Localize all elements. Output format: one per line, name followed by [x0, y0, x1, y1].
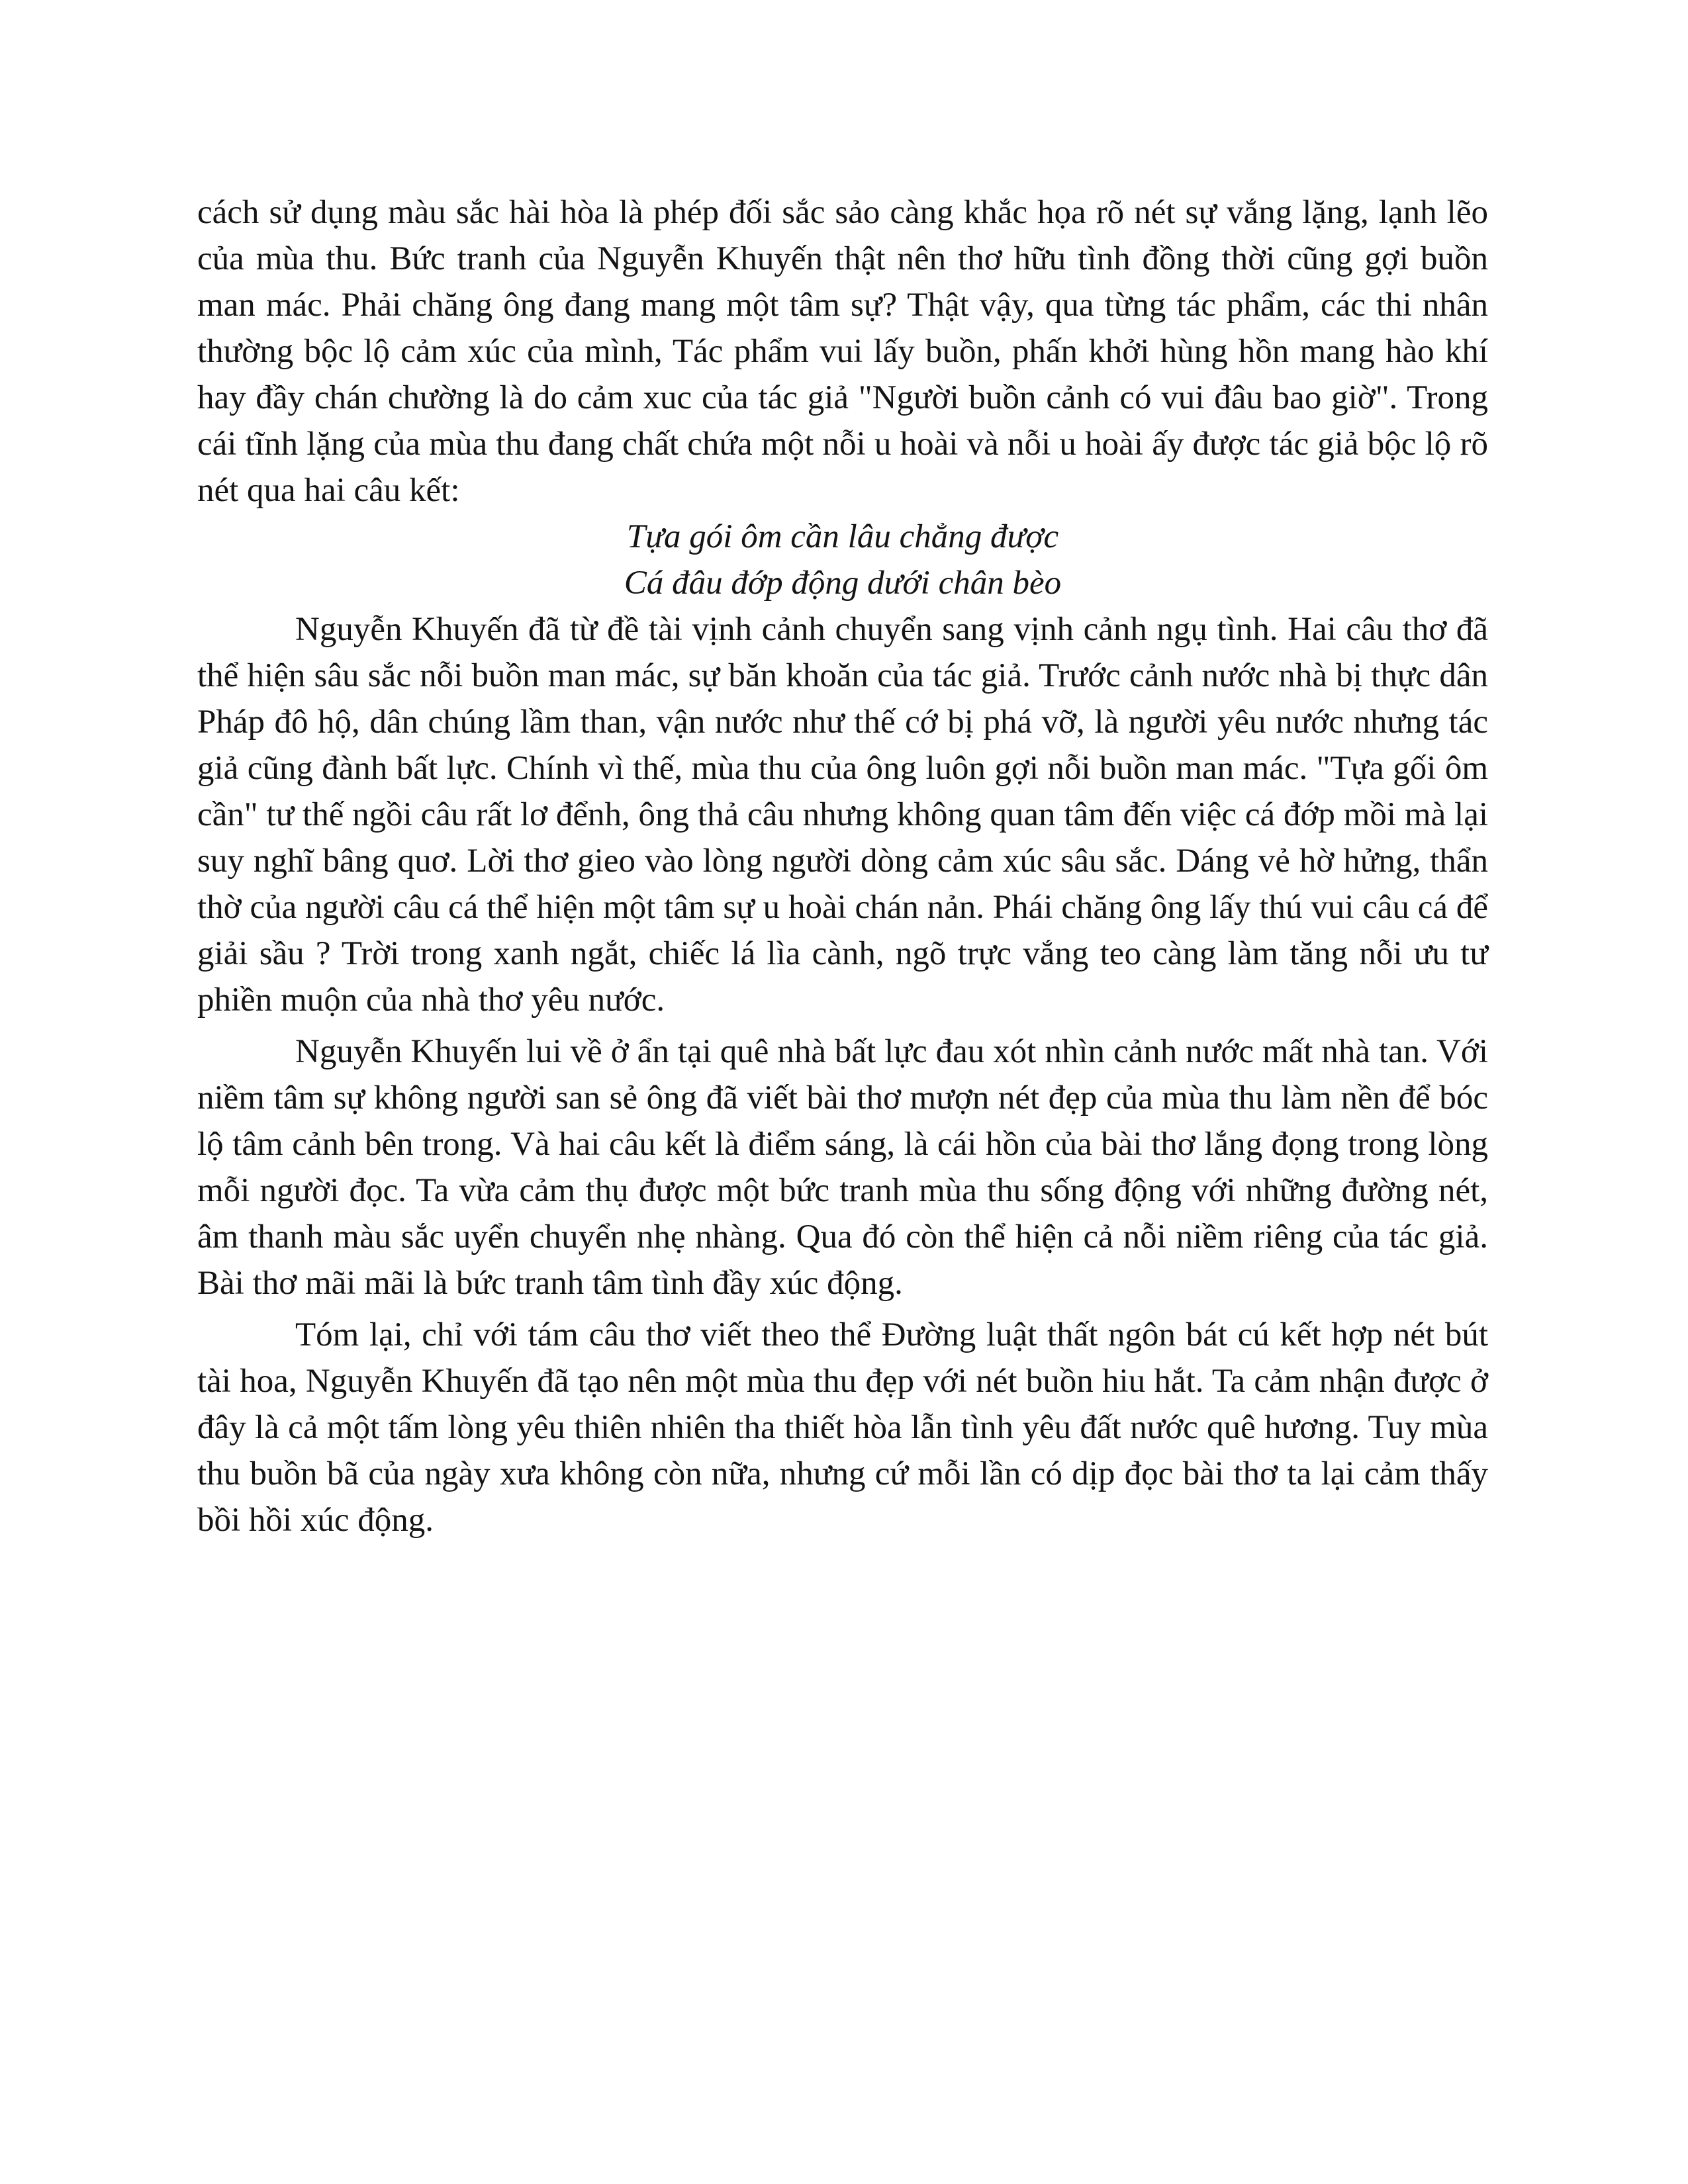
verse-line-2: Cá đâu đớp động dưới chân bèo [624, 565, 1062, 602]
verse-line-1: Tựa gói ôm cần lâu chẳng được [626, 518, 1059, 555]
paragraph-4: Tóm lại, chỉ với tám câu thơ viết theo thể Đường luật thất ngôn bát cú kết hợp nét bút tài hoa, Nguyễn Khuyến đã tạo nên một mùa thu đẹp với nét buồn hiu hắt. Ta cảm nhận được ở đây là cả một tấm lòng yêu thiên nhiên tha thiết hòa lẫn tình yêu đất nước quê hương. Tuy mùa thu buồn bã của ngày xưa không còn nữa, nhưng cứ mỗi lần có dịp đọc bài thơ ta lại cảm thấy bồi hồi xúc động. [197, 1316, 1488, 1539]
paragraph-3: Nguyễn Khuyến lui về ở ẩn tại quê nhà bất lực đau xót nhìn cảnh nước mất nhà tan. Với niềm tâm sự không người san sẻ ông đã viết bài thơ mượn nét đẹp của mùa thu làm nền để bóc lộ tâm cảnh bên trong. Và hai câu kết là điểm sáng, là cái hồn của bài thơ lắng đọng trong lòng mỗi người đọc. Ta vừa cảm thụ được một bức tranh mùa thu sống động với những đường nét, âm thanh màu sắc uyển chuyển nhẹ nhàng. Qua đó còn thể hiện cả nỗi niềm riêng của tác giả. Bài thơ mãi mãi là bức tranh tâm tình đầy xúc động. [197, 1033, 1488, 1302]
document-page [197, 189, 1488, 1543]
paragraph-1: cách sử dụng màu sắc hài hòa là phép đối sắc sảo càng khắc họa rõ nét sự vắng lặng, lạnh lẽo của mùa thu. Bức tranh của Nguyễn Khuyến thật nên thơ hữu tình đồng thời cũng gợi buồn man mác. Phải chăng ông đang mang một tâm sự? Thật vậy, qua từng tác phẩm, các thi nhân thường bộc lộ cảm xúc của mình, Tác phẩm vui lấy buồn, phấn khởi hùng hồn mang hào khí hay đầy chán chường là do cảm xuc của tác giả "Người buồn cảnh có vui đâu bao giờ". Trong cái tĩnh lặng của mùa thu đang chất chứa một nỗi u hoài và nỗi u hoài ấy được tác giả bộc lộ rõ nét qua hai câu kết: [197, 194, 1488, 509]
paragraph-2: Nguyễn Khuyến đã từ đề tài vịnh cảnh chuyển sang vịnh cảnh ngụ tình. Hai câu thơ đã thể hiện sâu sắc nỗi buồn man mác, sự băn khoăn của tác giả. Trước cảnh nước nhà bị thực dân Pháp đô hộ, dân chúng lầm than, vận nước như thế cớ bị phá vỡ, là người yêu nước nhưng tác giả cũng đành bất lực. Chính vì thế, mùa thu của ông luôn gợi nỗi buồn man mác. "Tựa gối ôm cần" tư thế ngồi câu rất lơ đểnh, ông thả câu nhưng không quan tâm đến việc cá đớp mồi mà lại suy nghĩ bâng quơ. Lời thơ gieo vào lòng người dòng cảm xúc sâu sắc. Dáng vẻ hờ hửng, thẩn thờ của người câu cá thể hiện một tâm sự u hoài chán nản. Phái chăng ông lấy thú vui câu cá để giải sầu ? Trời trong xanh ngắt, chiếc lá lìa cành, ngõ trực vắng teo càng làm tăng nỗi ưu tư phiền muộn của nhà thơ yêu nước. [197, 611, 1488, 1019]
